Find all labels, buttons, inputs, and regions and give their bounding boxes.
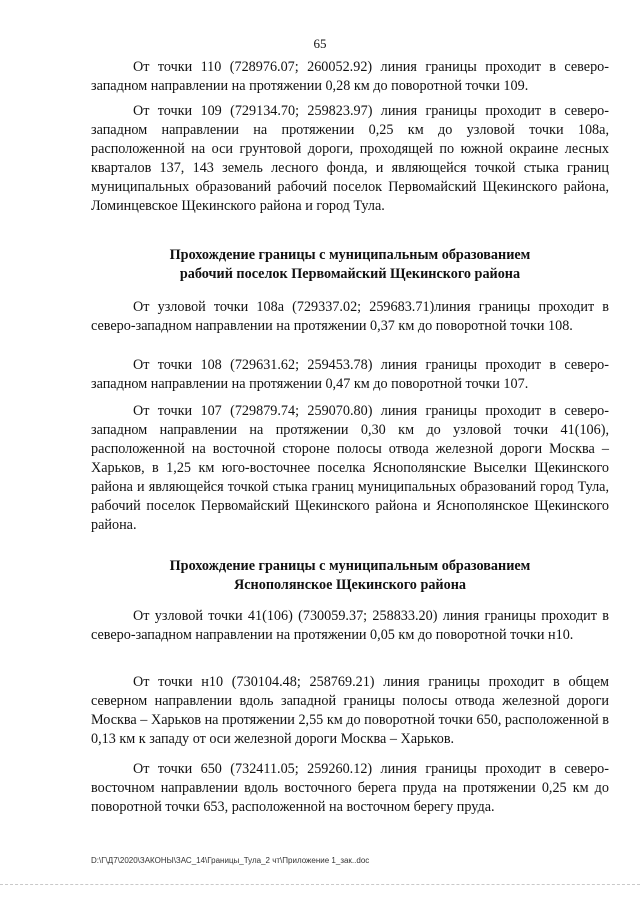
heading-line: Прохождение границы с муниципальным образованием	[169, 247, 531, 263]
heading-line: Прохождение границы с муниципальным образованием	[169, 558, 531, 574]
page-number: 65	[313, 36, 327, 51]
paragraph-point-650: От точки 650 (732411.05; 259260.12) линия границы проходит в северо-восточном направлении вдоль восточного берега пруда на протяжении 0,25 км до поворотной точки 653, расположенной на восточном берегу пруда.	[91, 761, 609, 815]
heading-line: рабочий поселок Первомайский Щекинского района	[179, 266, 521, 282]
section-heading-pervomaisky	[91, 246, 609, 284]
paragraph-point-108: От точки 108 (729631.62; 259453.78) линия границы проходит в северо-западном направлении на протяжении 0,47 км до поворотной точки 107.	[91, 357, 609, 392]
paragraph-point-108a: От узловой точки 108а (729337.02; 259683.71)линия границы проходит в северо-западном направлении на протяжении 0,37 км до поворотной точки 108.	[91, 299, 609, 334]
paragraph-point-109: От точки 109 (729134.70; 259823.97) линия границы проходит в северо-западном направлении на протяжении 0,25 км до узловой точки 108а, расположенной на оси грунтовой дороги, проходящей по южной окраине лесных кварталов 137, 143 земель лесного фонда, и являющейся точкой стыка границ муниципальных образований рабочий поселок Первомайский Щекинского района, Ломинцевское Щекинского района и город Тула.	[91, 103, 609, 214]
paragraph-point-41-106: От узловой точки 41(106) (730059.37; 258833.20) линия границы проходит в северо-западном направлении на протяжении 0,05 км до поворотной точки н10.	[91, 608, 609, 643]
heading-line: Яснополянское Щекинского района	[234, 577, 466, 593]
footer-file-path: D:\Г\Д7\2020\ЗАКОНЫ\ЗАС_14\Границы_Тула_2 чт\Приложение 1_зак..doc	[91, 856, 370, 865]
paragraph-point-110: От точки 110 (728976.07; 260052.92) линия границы проходит в северо-западном направлении на протяжении 0,28 км до поворотной точки 109.	[91, 59, 609, 94]
scan-artifact-line	[0, 884, 640, 885]
paragraph-point-107: От точки 107 (729879.74; 259070.80) линия границы проходит в северо-западном направлении на протяжении 0,30 км до узловой точки 41(106), расположенной на восточной стороне полосы отвода железной дороги Москва – Харьков, в 1,25 км юго-восточнее поселка Яснополянские Выселки Щекинского района и являющейся точкой стыка границ муниципальных образований город Тула, рабочий поселок Первомайский Щекинского района и Яснополянское Щекинского района.	[91, 403, 609, 533]
section-heading-yasnopolyanskoe	[91, 557, 609, 595]
paragraph-point-n10: От точки н10 (730104.48; 258769.21) линия границы проходит в общем северном направлении вдоль западной границы полосы отвода железной дороги Москва – Харьков на протяжении 2,55 км до поворотной точки 650, расположенной в 0,13 км к западу от оси железной дороги Москва – Харьков.	[91, 674, 609, 747]
